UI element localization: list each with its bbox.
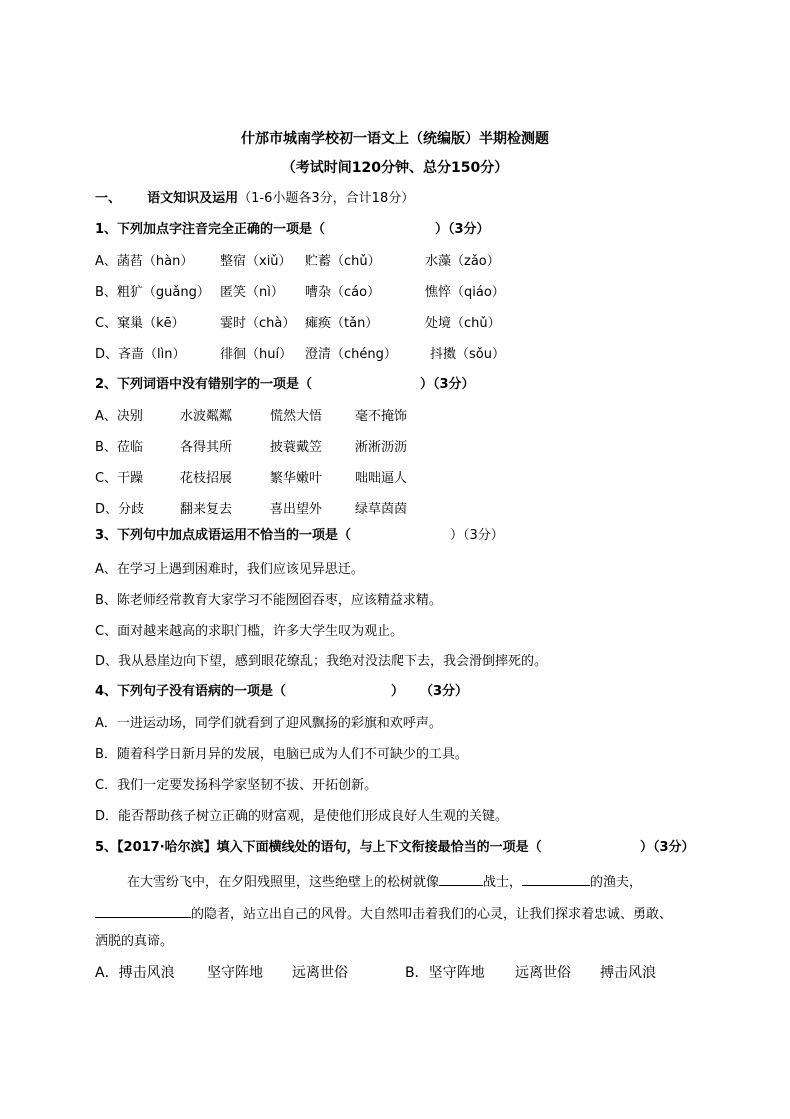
question-score: ）（3分）: [640, 840, 695, 855]
fill-blank-3[interactable]: [95, 903, 191, 918]
option-item: 处境（chǔ）: [425, 316, 501, 331]
question-stem: 4、下列句子没有语病的一项是（: [95, 684, 287, 699]
option-item: 花枝招展: [180, 471, 233, 486]
q5-passage-line-1: [127, 871, 642, 889]
q1-option-d: [95, 346, 695, 364]
question-stem: 1、下列加点字注音完全正确的一项是（: [95, 222, 326, 237]
question-stem: 3、下列句中加点成语运用不恰当的一项是（: [95, 528, 352, 543]
option-item: 咄咄逼人: [355, 471, 408, 486]
q5-passage-line-3: 洒脱的真谛。: [95, 934, 174, 949]
q2-option-a: [95, 408, 595, 426]
q4-option-c: C．我们一定要发扬科学家坚韧不拔、开拓创新。: [95, 778, 378, 793]
option-item: 整宿（xiǔ）: [220, 254, 292, 269]
question-5-stem: [95, 839, 705, 857]
option-item: 徘徊（huí）: [220, 347, 293, 362]
option-item: 远离世俗: [515, 965, 571, 981]
option-item: B．坚守阵地: [405, 965, 485, 981]
option-item: 毫不掩饰: [355, 409, 408, 424]
option-item: 霎时（chà）: [220, 316, 296, 331]
question-source: 5、【2017·哈尔滨】: [95, 840, 217, 855]
q1-option-a: [95, 253, 695, 271]
question-score: ）（3分）: [435, 222, 490, 237]
question-stem: 填入下面横线处的语句，与上下文衔接最恰当的一项是（: [216, 840, 542, 855]
fill-blank-1[interactable]: [439, 871, 483, 886]
option-item: 嘈杂（cáo）: [305, 285, 381, 300]
question-1-stem: [95, 221, 615, 239]
option-item: 远离世俗: [292, 965, 348, 981]
question-4-stem: [95, 683, 615, 701]
question-3-stem: [95, 527, 615, 545]
option-item: 繁华嫩叶: [270, 471, 323, 486]
page-subtitle: （考试时间120分钟、总分150分）: [281, 160, 509, 176]
q1-option-b: [95, 284, 695, 302]
option-item: 澄清（chéng）: [305, 347, 397, 362]
q5-passage-line-2: [95, 903, 672, 921]
passage-text: 在大雪纷飞中，在夕阳残照里，这些绝壁上的松树就像: [127, 875, 440, 890]
option-item: B、粗犷（guǎng）: [95, 285, 210, 300]
option-item: D、吝啬（lìn）: [95, 347, 186, 362]
question-stem: 2、下列词语中没有错别字的一项是（: [95, 377, 313, 392]
option-item: 水藻（zǎo）: [425, 254, 500, 269]
passage-text: 的渔夫，: [590, 875, 643, 890]
fill-blank-2[interactable]: [522, 871, 590, 886]
option-item: D、分歧: [95, 502, 145, 517]
question-score: ）（3分）: [420, 377, 475, 392]
option-item: 抖擞（sǒu）: [430, 347, 505, 362]
q3-option-b: B、陈老师经常教育大家学习不能囫囵吞枣，应该精益求精。: [95, 593, 442, 608]
section-note: （1-6小题各3分，合计18分）: [238, 191, 415, 206]
option-item: 瘫痪（tǎn）: [305, 316, 379, 331]
q2-option-c: [95, 470, 595, 488]
q3-option-a: A、在学习上遇到困难时，我们应该见异思迁。: [95, 562, 364, 577]
option-item: 坚守阵地: [207, 965, 263, 981]
q2-option-d: [95, 501, 595, 519]
option-item: 慌然大悟: [270, 409, 323, 424]
section-name: 语文知识及运用: [147, 191, 239, 206]
q2-option-b: [95, 439, 595, 457]
passage-text: 的隐者，站立出自己的风骨。大自然叩击着我们的心灵，让我们探求着忠诚、勇敢、: [191, 907, 673, 922]
option-item: 披蓑戴笠: [270, 440, 323, 455]
option-item: A、菡萏（hàn）: [95, 254, 194, 269]
option-item: 各得其所: [180, 440, 233, 455]
q3-option-c: C、面对越来越高的求职门槛，许多大学生叹为观止。: [95, 624, 404, 639]
q5-options: [95, 964, 695, 982]
option-item: A．搏击风浪: [95, 965, 175, 981]
option-item: C、窠巢（kē）: [95, 316, 185, 331]
q4-option-a: A．一进运动场，同学们就看到了迎风飘扬的彩旗和欢呼声。: [95, 716, 442, 731]
option-item: B、莅临: [95, 440, 143, 455]
option-item: 绿草茵茵: [355, 502, 408, 517]
option-item: 淅淅沥沥: [355, 440, 408, 455]
question-close: ）: [391, 684, 405, 699]
option-item: A、决别: [95, 409, 143, 424]
q1-option-c: [95, 315, 695, 333]
question-score: （3分）: [420, 684, 469, 699]
q3-option-d: D、我从悬崖边向下望，感到眼花缭乱；我绝对没法爬下去，我会滑倒摔死的。: [95, 654, 548, 669]
option-item: 搏击风浪: [600, 965, 656, 981]
option-item: 贮蓄（chǔ）: [305, 254, 381, 269]
option-item: C、干躁: [95, 471, 144, 486]
question-score: ）（3分）: [450, 528, 504, 543]
section-heading: [95, 190, 414, 208]
q4-option-b: B．随着科学日新月异的发展，电脑已成为人们不可缺少的工具。: [95, 747, 468, 762]
option-item: 喜出望外: [270, 502, 323, 517]
page-title: 什邡市城南学校初一语文上（统编版）半期检测题: [241, 131, 549, 147]
passage-text: 战士，: [483, 875, 523, 890]
option-item: 憔悴（qiáo）: [425, 285, 505, 300]
option-item: 水波粼粼: [180, 409, 233, 424]
q4-option-d: D．能否帮助孩子树立正确的财富观，是使他们形成良好人生观的关键。: [95, 809, 509, 824]
section-number: 一、: [95, 191, 122, 206]
option-item: 翻来复去: [180, 502, 233, 517]
option-item: 匿笑（nì）: [220, 285, 284, 300]
question-2-stem: [95, 376, 615, 394]
